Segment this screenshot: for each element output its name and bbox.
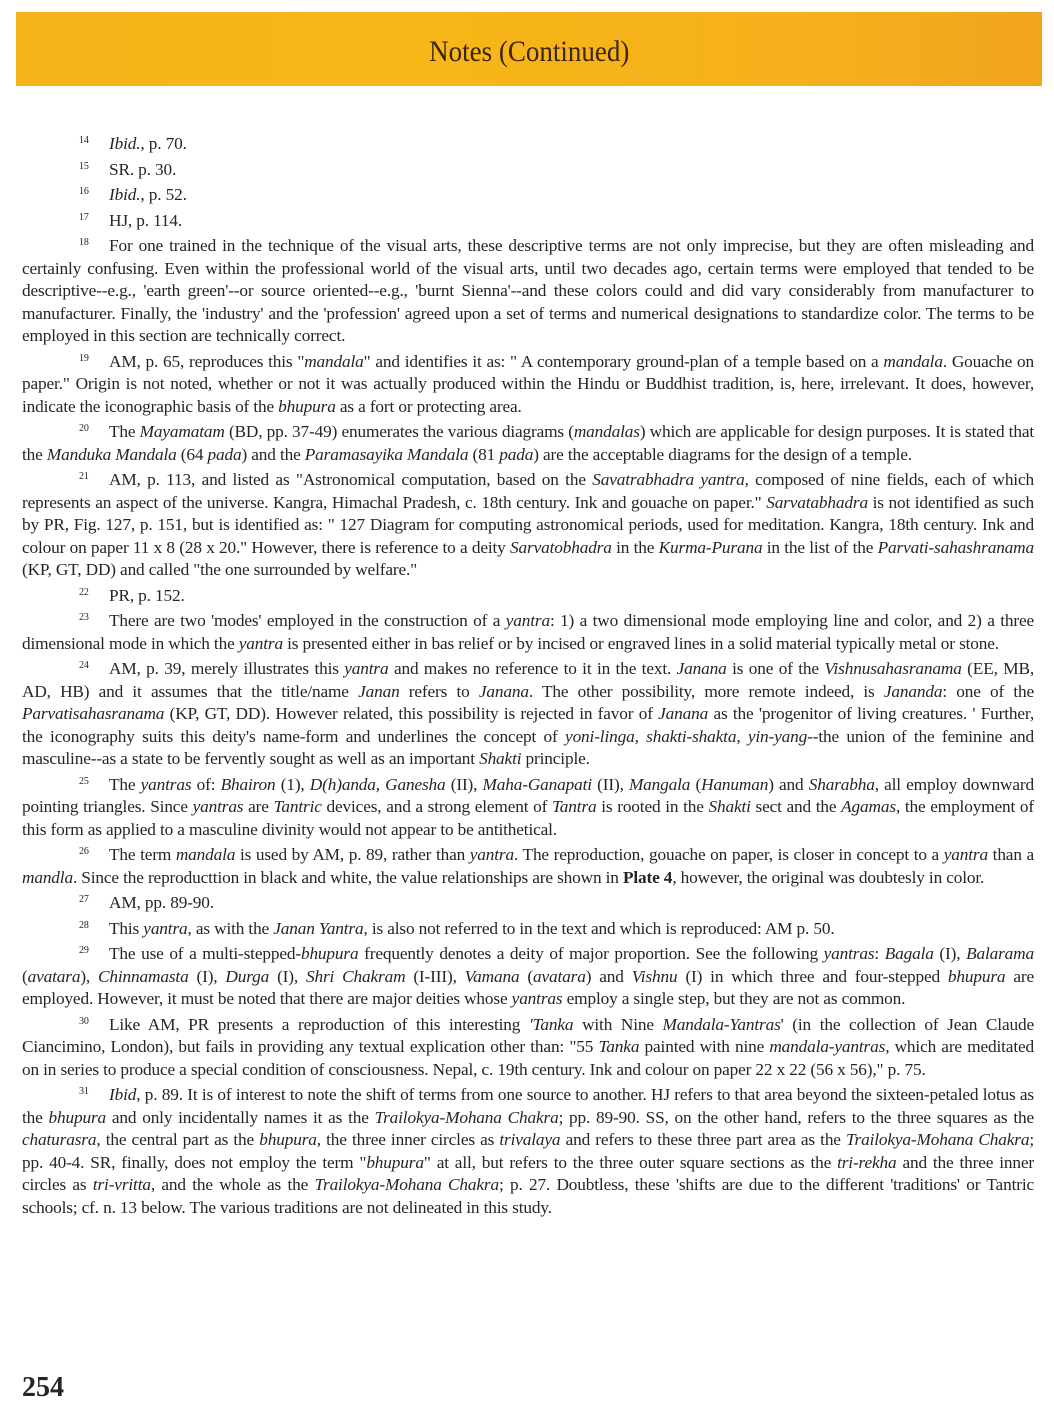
italic-term: yantra (238, 633, 283, 653)
note-text: (I), (933, 944, 967, 963)
footnote-26 (22, 841, 1034, 889)
italic-term: Sharabha (808, 774, 875, 794)
note-text: --the union of the feminine and masculine--as a state to be fervently sought as well as an important (22, 726, 1034, 768)
footnote-number: 22 (79, 586, 89, 598)
italic-term: bhupura (48, 1107, 107, 1127)
italic-term: Bagala (884, 944, 934, 963)
italic-term: Janana (676, 659, 727, 678)
italic-term: Chinnamasta (98, 966, 189, 986)
italic-term: avatara (533, 966, 586, 986)
italic-term: mandalas (573, 422, 640, 441)
note-text: sect and the (750, 797, 842, 816)
note-text: ; p. 27. Doubtless, these 'shifts are due to the different 'traditions' or Tantric schools; cf. n. 13 below. The various traditions are not delineated in this study. (22, 1175, 1034, 1217)
note-text: SR. p. 30. (109, 159, 177, 179)
italic-term: tri-vritta (92, 1175, 151, 1194)
italic-term: Tanka (598, 1037, 640, 1056)
note-text: in the (611, 537, 659, 557)
italic-term: Mayamatam (139, 422, 225, 441)
note-text: There are two 'modes' employed in the construction of a (109, 611, 506, 630)
note-text: , as with the (187, 918, 274, 938)
footnote-28 (22, 915, 1034, 941)
footnote-number: 31 (79, 1086, 89, 1097)
footnote-number: 18 (79, 237, 89, 248)
italic-term: Sarvatabhadra (766, 492, 868, 512)
footnote-number: 27 (79, 894, 89, 905)
italic-term: Vishnu (631, 966, 678, 986)
footnote-number: 28 (79, 919, 89, 931)
note-text: (64 (176, 444, 208, 464)
italic-term: Janana (478, 681, 529, 701)
footnote-number: 29 (79, 945, 89, 956)
footnote-14 (22, 130, 1034, 156)
italic-term: Tantric (273, 797, 322, 816)
italic-term: mandala (883, 351, 943, 371)
note-text: ( (22, 966, 28, 986)
note-text: and the three inner circles as (22, 1152, 1035, 1194)
footnote-31 (22, 1081, 1034, 1219)
italic-term: Ibid (109, 1085, 137, 1104)
note-text: : 1) a two dimensional mode employing line and color, and 2) a three dimensional mode in which the (22, 611, 1035, 653)
note-text: AM, p. 113, and listed as "Astronomical computation, based on the (109, 470, 593, 489)
note-text: (KP, GT, DD). However related, this possibility is rejected in favor of (164, 704, 659, 723)
footnote-29 (22, 940, 1034, 1011)
note-text: AM, p. 39, merely illustrates this (109, 659, 345, 678)
note-text: Like AM, PR presents a reproduction of this interesting (109, 1014, 529, 1034)
italic-term: Savatrabhadra yantra (592, 470, 745, 489)
note-text: as the 'progenitor of living creatures. ' Further, the iconography suits this deity's name-form and underlines the concept of (22, 704, 1034, 746)
italic-term: avatara (27, 966, 81, 986)
note-text: are (243, 797, 274, 816)
italic-term: bhupura (300, 944, 359, 963)
footnote-number: 25 (79, 775, 89, 787)
note-text: refers to (399, 681, 479, 701)
note-text: , p. 70. (140, 134, 187, 153)
note-text: The (109, 422, 140, 441)
note-text: (1), (275, 774, 310, 794)
italic-term: Vishnusahasranama (824, 659, 962, 678)
footnote-25 (22, 771, 1034, 842)
note-text: " and identifies it as: " A contemporary ground-plan of a temple based on a (363, 351, 884, 371)
italic-term: yantras (511, 989, 563, 1008)
note-text: (II), (445, 774, 483, 794)
italic-term: D(h)anda, Ganesha (309, 774, 446, 794)
note-text: (KP, GT, DD) and called "the one surrounded by welfare." (22, 560, 418, 579)
italic-term: pada (499, 444, 534, 464)
italic-term: yantra (469, 845, 514, 864)
note-text: and makes no reference to it in the text. (388, 659, 677, 678)
italic-term: 'Tanka (528, 1014, 574, 1034)
note-text: ) and the (241, 444, 305, 464)
italic-term: Shakti (479, 749, 522, 768)
italic-term: Hanuman (701, 774, 769, 794)
note-text: (I), (188, 966, 226, 986)
note-text: " at all, but refers to the three outer square sections as the (423, 1152, 838, 1172)
note-text: ), (80, 966, 99, 986)
bold-reference: Plate 4 (622, 867, 673, 887)
note-text: (I-III), (405, 966, 465, 986)
note-text: of: (191, 774, 221, 794)
footnote-27 (22, 889, 1034, 915)
footnote-23 (22, 607, 1034, 655)
note-text: , however, the original was doubtesly in color. (672, 867, 985, 887)
italic-term: Parvati-sahashranama (877, 537, 1034, 557)
footnote-21 (22, 466, 1034, 582)
italic-term: tri-rekha (837, 1152, 897, 1172)
note-text: principle. (521, 749, 590, 768)
note-text: painted with nine (639, 1037, 770, 1056)
italic-term: Janan Yantra (273, 918, 364, 938)
footnote-number: 23 (79, 612, 89, 623)
section-header-band (16, 12, 1042, 86)
italic-term: yantras (823, 944, 875, 963)
footnote-number: 16 (79, 186, 89, 197)
note-text: as a fort or protecting area. (335, 396, 522, 416)
note-text: ) and (768, 774, 809, 794)
note-text: , all employ downward pointing triangles. Since (22, 774, 1035, 816)
note-text: (81 (468, 444, 500, 464)
note-text: For one trained in the technique of the visual arts, these descriptive terms are not only imprecise, but they are often misleading and certainly confusing. Even within the professional world of the visual arts, until two decades ago, certain terms were employed that tended to be descriptive--e.g., 'earth green'--or source oriented--e.g., 'burnt Sienna'--and these colors could and did vary considerably from manufacturer to manufacturer. Finally, the 'industry' and the 'profession' agreed upon a set of terms and numerical designations to standardize color. The terms to be employed in this section are technically correct. (22, 236, 1034, 345)
italic-term: yantras (140, 774, 192, 794)
italic-term: Mandala-Yantras (662, 1014, 781, 1034)
italic-term: Janana (658, 704, 709, 723)
note-text: (EE, MB, AD, HB) and it assumes that the title/name (22, 659, 1034, 701)
footnote-24 (22, 655, 1034, 771)
footnote-number: 19 (79, 352, 89, 364)
italic-term: Shri Chakram (306, 966, 406, 986)
note-text: ) which are applicable for design purposes. It is stated that the (22, 422, 1034, 464)
footnote-number: 21 (79, 471, 89, 482)
italic-term: bhupura (278, 396, 336, 416)
note-text: are employed. However, it must be noted that there are major deities whose (22, 966, 1035, 1008)
note-text: PR, p. 152. (109, 585, 185, 605)
note-text: than a (987, 845, 1035, 864)
italic-term: Ibid. (109, 134, 141, 153)
italic-term: Agamas (841, 797, 896, 816)
footnote-16 (22, 181, 1034, 207)
note-text: . Gouache on paper." Origin is not noted, whether or not it was actually produced within the Hindu or Buddhist tradition, is, here, irrelevant. It does, however, indicate the iconographic basis of the (22, 351, 1034, 416)
italic-term: mandla (22, 867, 73, 887)
note-text: with Nine (573, 1014, 663, 1034)
note-text: (I), (269, 966, 306, 986)
footnote-number: 17 (79, 211, 89, 223)
italic-term: bhupura (366, 1152, 424, 1172)
italic-term: Mangala (628, 774, 691, 794)
note-text: : one of the (942, 681, 1035, 701)
note-text: . Since the reproducttion in black and white, the value relationships are shown in (72, 867, 623, 887)
italic-term: Balarama (966, 944, 1034, 963)
note-text: , and the whole as the (150, 1175, 315, 1194)
footnote-number: 14 (79, 135, 89, 146)
note-text: AM, pp. 89-90. (109, 893, 214, 912)
note-text: , the three inner circles as (316, 1130, 500, 1149)
italic-term: Durga (225, 966, 270, 986)
note-text: ) and (585, 966, 632, 986)
footnote-number: 20 (79, 423, 89, 434)
italic-term: Kurma-Purana (658, 537, 763, 557)
note-text: employ a single step, but they are not as common. (562, 989, 906, 1008)
note-text: , p. 52. (140, 185, 187, 204)
footnote-15 (22, 156, 1034, 182)
note-text: and refers to these three part area as the (560, 1130, 847, 1149)
italic-term: mandala (175, 845, 236, 864)
note-text: , composed of nine fields, each of which represents an aspect of the universe. Kangra, Himachal Pradesh, c. 18th century. Ink and gouache on paper." (22, 470, 1034, 512)
note-text: . The other possibility, more remote indeed, is (528, 681, 884, 701)
footnote-30 (22, 1011, 1034, 1082)
notes-list (22, 130, 1034, 1219)
note-text: is presented either in bas relief or by incised or engraved lines in a solid material typically metal or stone. (282, 633, 999, 653)
italic-term: bhupura (947, 966, 1006, 986)
note-text: , is also not referred to in the text and which is reproduced: AM p. 50. (363, 918, 835, 938)
footnote-20 (22, 418, 1034, 466)
note-text: AM, p. 65, reproduces this " (109, 351, 305, 371)
note-text: is used by AM, p. 89, rather than (235, 845, 470, 864)
footnote-18 (22, 232, 1034, 348)
note-text: is not identified as such by PR, Fig. 127, p. 151, but is identified as: " 127 Diagram for computing astronomical periods, used for meditation. Kangra, 18th century. Ink and colour on paper 11 x 8 (28 x 20." However, there is reference to a deity (22, 492, 1034, 557)
italic-term: Ibid. (109, 185, 141, 204)
note-text: ; pp. 89-90. SS, on the other hand, refers to the three squares as the (558, 1107, 1034, 1127)
note-text: is rooted in the (596, 797, 709, 816)
footnote-number: 30 (79, 1015, 89, 1027)
italic-term: mandala (304, 351, 364, 371)
italic-term: yantra (143, 918, 188, 938)
note-text: . The reproduction, gouache on paper, is closer in concept to a (514, 845, 944, 864)
note-text: (II), (591, 774, 629, 794)
italic-term: Tantra (551, 797, 597, 816)
italic-term: Trailokya-Mohana Chakra (846, 1130, 1030, 1149)
page-number: 254 (22, 1372, 64, 1403)
section-title: Notes (Continued) (428, 35, 630, 68)
footnote-number: 24 (79, 660, 89, 671)
note-text: is one of the (726, 659, 825, 678)
note-text: This (109, 918, 144, 938)
note-text: and only incidentally names it as the (106, 1107, 375, 1127)
note-text: devices, and a strong element of (321, 797, 552, 816)
italic-term: Trailokya-Mohana Chakra (374, 1107, 559, 1127)
note-text: ' (in the collection of Jean Claude Ciancimino, London), but fails in providing any textual explication other than: "55 (22, 1014, 1034, 1056)
note-text: , p. 89. It is of interest to note the shift of terms from one source to another. HJ refers to that area beyond the sixteen-petaled lotus as the (22, 1085, 1034, 1127)
italic-term: Janan (358, 681, 400, 701)
italic-term: Manduka Mandala (46, 444, 177, 464)
note-text: The use of a multi-stepped- (109, 944, 301, 963)
italic-term: yantra (943, 845, 988, 864)
italic-term: Shakti (708, 797, 751, 816)
footnote-number: 26 (79, 846, 89, 857)
note-text: (I) in which three and four-stepped (677, 966, 948, 986)
note-text: in the list of the (762, 537, 878, 557)
italic-term: chaturasra (22, 1130, 97, 1149)
italic-term: trivalaya (499, 1130, 561, 1149)
italic-term: mandala-yantras (769, 1037, 886, 1056)
note-text: (BD, pp. 37-49) enumerates the various diagrams ( (224, 422, 574, 441)
footnote-22 (22, 582, 1034, 608)
italic-term: bhupura (259, 1130, 317, 1149)
italic-term: yantras (192, 797, 244, 816)
note-text: frequently denotes a deity of major proportion. See the following (358, 944, 824, 963)
note-text: ( (519, 966, 533, 986)
italic-term: Parvatisahasranama (22, 704, 165, 723)
note-text: ( (690, 774, 702, 794)
italic-term: Jananda (883, 681, 943, 701)
note-text: The (109, 774, 141, 794)
italic-term: pada (207, 444, 242, 464)
italic-term: Bhairon (220, 774, 276, 794)
note-text: ) are the acceptable diagrams for the design of a temple. (533, 444, 912, 464)
italic-term: Maha-Ganapati (482, 774, 592, 794)
italic-term: yoni-linga, shakti-shakta, yin-yang (565, 726, 808, 746)
note-text: The term (109, 845, 176, 864)
note-text: , the central part as the (96, 1130, 260, 1149)
footnote-19 (22, 348, 1034, 419)
note-text: : (874, 944, 885, 963)
italic-term: Trailokya-Mohana Chakra (314, 1175, 499, 1194)
footnote-number: 15 (79, 160, 89, 172)
note-text: HJ, p. 114. (109, 210, 183, 230)
italic-term: Vamana (464, 966, 520, 986)
note-text: , the employment of this form as applied to a masculine divinity would not appear to be antithetical. (22, 797, 1034, 839)
italic-term: Paramasayika Mandala (304, 444, 469, 464)
note-text: ; pp. 40-4. SR, finally, does not employ the term " (22, 1130, 1034, 1172)
italic-term: yantra (344, 659, 389, 678)
italic-term: Sarvatobhadra (510, 537, 612, 557)
italic-term: yantra (505, 611, 550, 630)
note-text: , which are meditated on in series to produce a special condition of consciousness. Nepal, c. 19th century. Ink and colour on paper 22 x 22 (56 x 56)," p. 75. (22, 1037, 1034, 1079)
footnote-17 (22, 207, 1034, 233)
